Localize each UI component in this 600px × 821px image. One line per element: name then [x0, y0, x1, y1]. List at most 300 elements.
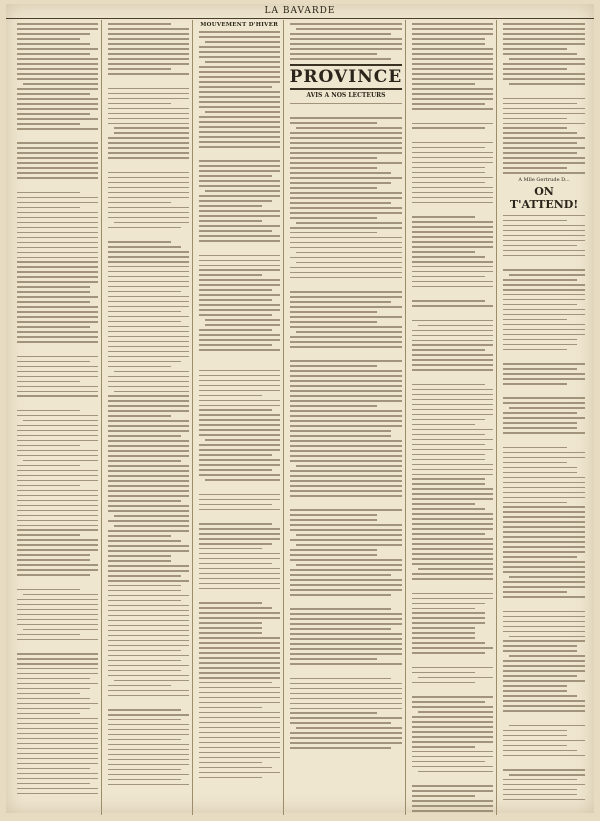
text-line — [290, 326, 403, 328]
text-line — [412, 647, 493, 649]
text-line — [199, 385, 280, 387]
text-line — [503, 452, 585, 454]
text-line — [290, 321, 378, 323]
text-line — [108, 356, 189, 358]
text-line — [290, 475, 403, 477]
text-line — [503, 220, 567, 222]
text-line — [199, 334, 280, 336]
paragraph-gap — [199, 484, 280, 490]
text-line — [290, 495, 403, 497]
text-line — [199, 647, 280, 649]
text-line — [503, 447, 567, 449]
paragraph-gap — [503, 88, 585, 94]
text-line — [108, 351, 189, 353]
text-line — [17, 539, 98, 541]
text-line — [199, 652, 280, 654]
paragraph-gap — [290, 500, 403, 506]
text-line — [412, 716, 493, 718]
text-line — [108, 286, 189, 288]
text-line — [503, 799, 585, 801]
paragraph-gap — [290, 351, 403, 357]
text-line — [108, 301, 189, 303]
text-line — [290, 122, 378, 124]
text-line — [108, 123, 189, 125]
text-line — [503, 467, 577, 469]
text-line — [17, 559, 90, 561]
text-line — [290, 514, 378, 516]
text-line — [503, 740, 585, 742]
text-line — [412, 805, 493, 807]
text-line — [412, 503, 475, 505]
text-line — [290, 445, 403, 447]
text-line — [108, 610, 189, 612]
text-line — [17, 222, 98, 224]
text-line — [17, 336, 98, 338]
text-line — [17, 167, 98, 169]
text-line — [412, 785, 493, 787]
text-line — [412, 251, 475, 253]
text-line — [17, 430, 98, 432]
text-line — [108, 212, 189, 214]
text-line — [199, 707, 262, 709]
text-line — [503, 250, 585, 252]
text-line — [412, 78, 493, 80]
text-line — [290, 549, 378, 551]
text-line — [199, 752, 280, 754]
text-line — [290, 272, 403, 274]
text-line — [290, 509, 403, 511]
text-line — [199, 677, 280, 679]
text-line — [199, 36, 280, 38]
text-line — [412, 349, 485, 351]
text-line — [296, 465, 403, 467]
text-line — [199, 637, 280, 639]
text-line — [108, 386, 189, 388]
text-line — [412, 498, 493, 500]
text-line — [108, 430, 189, 432]
text-line — [199, 205, 262, 207]
text-line — [412, 617, 485, 619]
text-line — [290, 137, 403, 139]
text-line — [412, 667, 493, 669]
text-line — [17, 534, 80, 536]
text-line — [17, 152, 98, 154]
text-line — [17, 440, 98, 442]
text-line — [412, 632, 475, 634]
text-line — [108, 480, 189, 482]
text-line — [17, 88, 98, 90]
paragraph-gap — [199, 360, 280, 366]
text-line — [17, 609, 98, 611]
text-line — [290, 341, 403, 343]
text-line — [108, 655, 189, 657]
text-line — [108, 38, 189, 40]
text-line — [503, 172, 585, 174]
text-line — [17, 301, 90, 303]
text-line — [509, 83, 585, 85]
text-line — [17, 515, 98, 517]
text-line — [108, 321, 181, 323]
text-line — [17, 326, 90, 328]
text-line — [412, 335, 493, 337]
text-line — [108, 28, 189, 30]
text-line — [17, 663, 98, 665]
text-line — [199, 617, 280, 619]
text-line — [503, 255, 585, 257]
text-line — [503, 108, 585, 110]
text-line — [17, 455, 98, 457]
text-line — [108, 625, 189, 627]
text-line — [412, 598, 493, 600]
text-line — [108, 256, 189, 258]
text-line — [503, 645, 577, 647]
text-line — [503, 73, 585, 75]
text-line — [290, 470, 403, 472]
text-line — [199, 279, 280, 281]
text-line — [108, 749, 189, 751]
text-line — [503, 745, 567, 747]
text-line — [199, 662, 280, 664]
text-line — [199, 344, 272, 346]
text-line — [199, 329, 272, 331]
text-line — [199, 136, 280, 138]
text-line — [412, 578, 493, 580]
text-line — [17, 103, 98, 105]
text-line — [17, 58, 98, 60]
text-line — [503, 152, 577, 154]
text-line — [108, 575, 181, 577]
text-line — [412, 800, 493, 802]
text-line — [199, 170, 280, 172]
text-line — [17, 381, 80, 383]
text-line — [503, 53, 577, 55]
text-line — [290, 693, 403, 695]
text-line — [17, 172, 98, 174]
text-line — [108, 152, 189, 154]
text-line — [412, 488, 493, 490]
text-line — [114, 525, 189, 527]
text-line — [108, 405, 189, 407]
text-line — [290, 628, 391, 630]
paragraph-gap — [503, 715, 585, 721]
text-line — [290, 132, 403, 134]
text-line — [108, 366, 171, 368]
text-line — [503, 329, 585, 331]
text-line — [509, 58, 585, 60]
text-line — [108, 346, 189, 348]
text-line — [290, 688, 403, 690]
text-line — [412, 157, 493, 159]
paragraph-gap — [412, 132, 493, 138]
text-line — [17, 485, 80, 487]
text-line — [108, 690, 189, 692]
text-line — [290, 336, 403, 338]
text-line — [290, 653, 403, 655]
text-line — [412, 528, 493, 530]
text-line — [108, 157, 189, 159]
text-line — [412, 696, 493, 698]
text-line — [412, 766, 493, 768]
text-line — [108, 147, 189, 149]
text-line — [17, 118, 98, 120]
text-line — [114, 127, 189, 129]
text-line — [199, 289, 272, 291]
text-line — [412, 508, 485, 510]
text-line — [412, 706, 493, 708]
text-line — [199, 494, 280, 496]
text-line — [17, 525, 98, 527]
text-line — [412, 622, 485, 624]
text-line — [199, 31, 280, 33]
text-line — [290, 375, 403, 377]
text-line — [412, 48, 493, 50]
text-line — [503, 650, 577, 652]
text-line — [296, 727, 403, 729]
text-line — [412, 761, 485, 763]
text-line — [17, 658, 98, 660]
text-line — [412, 721, 493, 723]
text-line — [503, 427, 577, 429]
text-line — [199, 528, 280, 530]
paragraph-gap — [412, 207, 493, 213]
text-line — [199, 185, 280, 187]
text-line — [503, 695, 577, 697]
text-line — [503, 621, 585, 623]
text-line — [290, 559, 403, 561]
text-line — [108, 495, 189, 497]
text-line — [108, 48, 189, 50]
text-line — [412, 523, 493, 525]
text-line — [290, 187, 378, 189]
text-line — [199, 499, 280, 501]
text-line — [114, 680, 189, 682]
text-line — [199, 390, 280, 392]
text-line — [199, 230, 272, 232]
text-line — [503, 294, 585, 296]
text-line — [503, 789, 577, 791]
text-line — [17, 93, 90, 95]
text-line — [108, 98, 189, 100]
text-line — [17, 688, 90, 690]
text-line — [205, 190, 280, 192]
text-line — [17, 465, 80, 467]
text-line — [199, 160, 280, 162]
text-line — [17, 38, 80, 40]
text-line — [290, 539, 403, 541]
text-line — [412, 305, 493, 307]
text-line — [412, 736, 493, 738]
text-line — [108, 615, 189, 617]
text-line — [418, 711, 493, 713]
text-line — [17, 73, 98, 75]
text-line — [205, 439, 280, 441]
text-line — [17, 544, 98, 546]
text-line — [290, 316, 403, 318]
paragraph-gap — [503, 260, 585, 266]
text-line — [503, 665, 585, 667]
text-line — [108, 376, 189, 378]
text-line — [503, 596, 585, 598]
text-line — [290, 390, 403, 392]
text-line — [290, 435, 391, 437]
text-line — [412, 449, 493, 451]
text-line — [412, 701, 485, 703]
text-line — [503, 245, 577, 247]
masthead — [6, 4, 594, 19]
text-line — [199, 553, 280, 555]
text-line — [412, 756, 493, 758]
text-line — [418, 568, 493, 570]
text-line — [108, 108, 189, 110]
column-5 — [409, 20, 497, 815]
text-line — [199, 131, 280, 133]
text-line — [503, 631, 585, 633]
text-line — [17, 768, 90, 770]
text-line — [503, 63, 585, 65]
text-line — [412, 637, 475, 639]
text-line — [108, 113, 189, 115]
text-line — [290, 48, 403, 50]
text-line — [17, 604, 98, 606]
text-line — [290, 698, 403, 700]
text-line — [503, 339, 577, 341]
text-line — [412, 364, 493, 366]
text-line — [17, 147, 98, 149]
text-line — [108, 33, 189, 35]
text-line — [503, 157, 585, 159]
paragraph-gap — [503, 437, 585, 443]
text-line — [108, 460, 181, 462]
text-line — [108, 73, 189, 75]
text-line — [412, 63, 493, 65]
text-line — [17, 673, 98, 675]
text-line — [108, 311, 181, 313]
text-line — [108, 709, 181, 711]
text-line — [290, 192, 403, 194]
paragraph-gap — [412, 113, 493, 119]
text-line — [199, 504, 272, 506]
text-line — [108, 261, 189, 263]
text-line — [503, 344, 577, 346]
text-line — [503, 299, 585, 301]
text-line — [503, 142, 577, 144]
text-line — [503, 284, 585, 286]
text-line — [17, 371, 98, 373]
text-line — [503, 38, 585, 40]
text-line — [17, 63, 98, 65]
text-line — [199, 146, 280, 148]
text-line — [503, 417, 585, 419]
text-line — [199, 210, 280, 212]
text-line — [290, 485, 403, 487]
text-line — [503, 230, 585, 232]
text-line — [412, 394, 493, 396]
text-line — [108, 241, 171, 243]
text-line — [412, 271, 493, 273]
text-line — [509, 407, 585, 409]
text-line — [290, 247, 403, 249]
text-line — [17, 549, 98, 551]
text-line — [503, 492, 585, 494]
text-line — [17, 341, 98, 343]
text-line — [412, 795, 475, 797]
text-line — [114, 371, 189, 373]
text-line — [17, 510, 98, 512]
poem-dedication: A Mlle Gertrude D... — [518, 177, 570, 184]
text-line — [412, 320, 493, 322]
text-line — [17, 703, 98, 705]
text-line — [296, 331, 403, 333]
text-line — [199, 424, 280, 426]
text-line — [108, 172, 189, 174]
text-line — [199, 106, 280, 108]
text-line — [17, 619, 98, 621]
text-line — [199, 255, 280, 257]
text-line — [108, 281, 189, 283]
text-line — [108, 605, 189, 607]
text-line — [17, 698, 90, 700]
text-line — [412, 330, 493, 332]
text-line — [503, 730, 567, 732]
text-line — [17, 475, 98, 477]
text-line — [17, 728, 98, 730]
text-line — [412, 642, 485, 644]
text-line — [503, 779, 577, 781]
text-line — [290, 207, 403, 209]
paragraph-gap — [199, 151, 280, 157]
text-line — [290, 385, 403, 387]
text-line — [199, 682, 272, 684]
text-line — [199, 762, 262, 764]
text-line — [199, 339, 280, 341]
text-line — [503, 660, 585, 662]
text-line — [412, 627, 475, 629]
text-line — [199, 523, 272, 525]
text-line — [17, 450, 98, 452]
text-line — [199, 573, 280, 575]
text-line — [412, 28, 493, 30]
text-line — [503, 670, 585, 672]
text-line — [108, 769, 181, 771]
text-line — [108, 520, 189, 522]
text-line — [290, 103, 403, 105]
text-line — [17, 366, 98, 368]
text-line — [503, 750, 577, 752]
text-line — [503, 477, 585, 479]
text-line — [503, 68, 567, 70]
text-line — [199, 444, 280, 446]
text-line — [503, 546, 585, 548]
text-line — [17, 763, 98, 765]
text-line — [412, 652, 485, 654]
column-4 — [287, 20, 407, 815]
text-line — [108, 410, 189, 412]
text-line — [503, 23, 585, 25]
text-line — [412, 389, 493, 391]
text-line — [17, 753, 98, 755]
paragraph-gap — [412, 776, 493, 782]
text-line — [503, 626, 585, 628]
text-line — [108, 560, 171, 562]
text-line — [412, 187, 493, 189]
text-line — [412, 404, 493, 406]
text-line — [108, 570, 189, 572]
text-line — [290, 589, 403, 591]
text-line — [412, 741, 493, 743]
text-line — [503, 225, 585, 227]
text-line — [17, 291, 90, 293]
text-line — [108, 490, 189, 492]
